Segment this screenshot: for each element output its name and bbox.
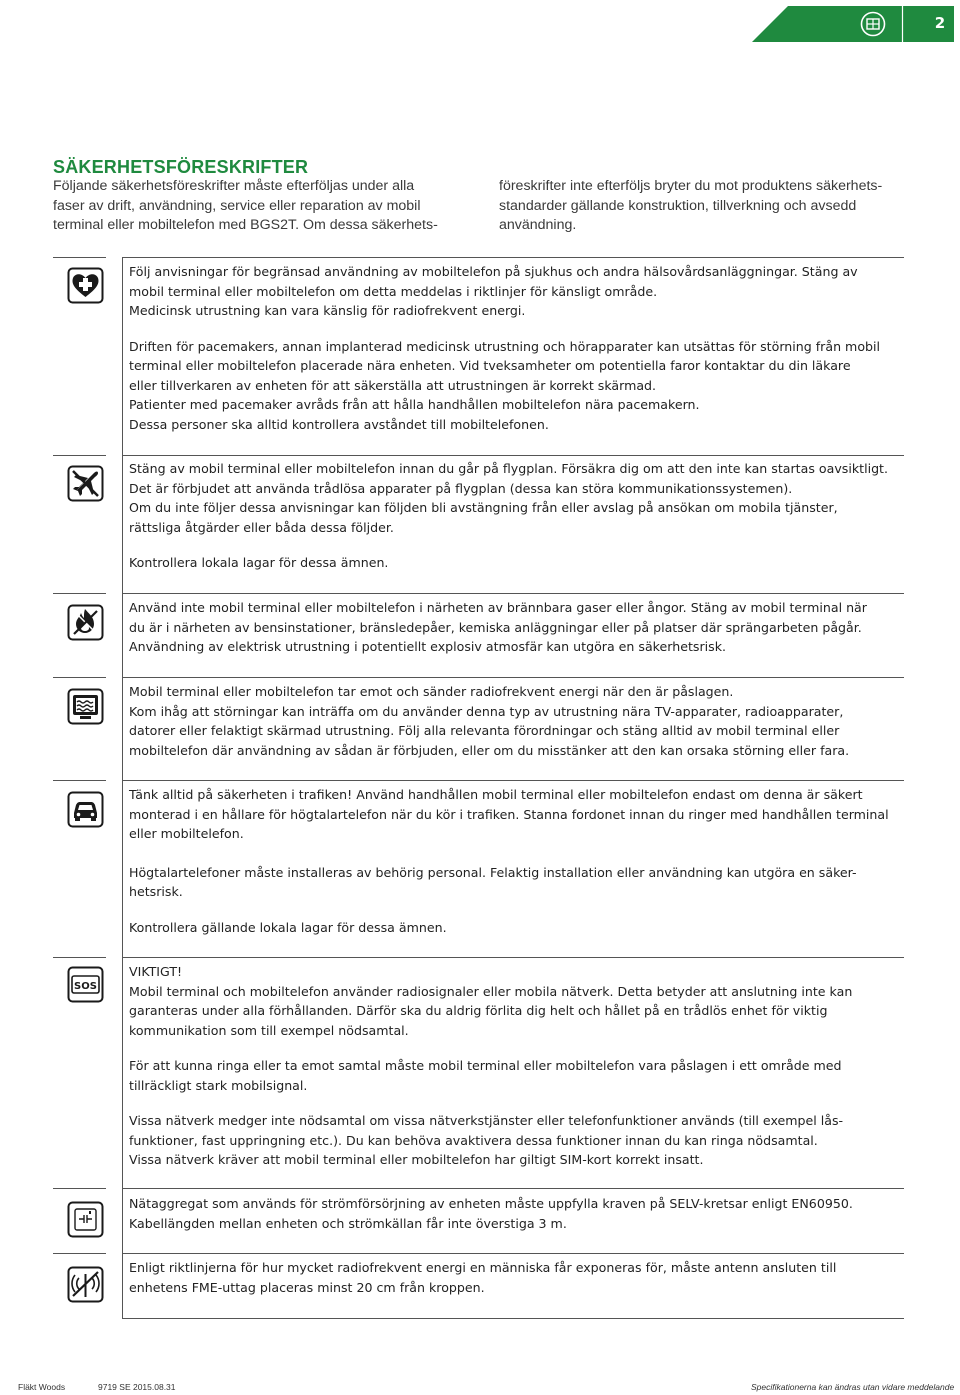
text-line: hetsrisk. — [129, 884, 183, 899]
text-line: Stäng av mobil terminal eller mobiltelefon innan du går på flygplan. Försäkra dig om att den inte kan startas oavsiktligt. — [129, 461, 889, 476]
section-hospital-text — [129, 262, 899, 434]
text-line: Driften för pacemakers, annan implanterad medicinsk utrustning och hörapparater kan utsättas för störning från mobil — [129, 338, 881, 354]
paragraph — [129, 1056, 899, 1095]
paragraph — [129, 1194, 899, 1233]
text-line: Det är förbjudet att använda trådlösa apparater på flygplan (dessa kan störa kommunikationssystemen). — [129, 480, 793, 496]
paragraph — [129, 962, 899, 1040]
section-power-text — [129, 1194, 899, 1233]
text-line: Kabellängden mellan enheten och strömkällan får inte överstiga 3 m. — [129, 1215, 567, 1231]
heart-medical-icon — [67, 267, 104, 304]
section-flammable-text — [129, 598, 899, 657]
text-line: Kontrollera gällande lokala lagar för dessa ämnen. — [129, 919, 447, 935]
text-line: datorer eller felaktigt skärmad utrustning. Följ alla relevanta förordningar och stäng alltid av mobil terminal eller — [129, 723, 840, 738]
section-divider — [122, 1318, 904, 1319]
section-divider — [122, 957, 904, 958]
section-divider — [122, 780, 904, 781]
text-line: tillräckligt stark mobilsignal. — [129, 1077, 308, 1093]
text-line: mobiltelefon där användning av sådan är förbjuden, eller om du misstänker att den kan orsaka störning eller fara. — [129, 742, 850, 758]
airplane-prohibited-icon — [67, 465, 104, 502]
section-divider — [53, 593, 106, 594]
section-divider — [122, 677, 904, 678]
text-line: garanteras under alla förhållanden. Därför ska du aldrig förlita dig helt och hållet på en trådlös enhet för viktig — [129, 1003, 828, 1018]
intro-right-column — [499, 177, 909, 236]
paragraph — [129, 459, 899, 537]
paragraph — [129, 262, 899, 321]
section-divider — [53, 957, 106, 958]
section-divider — [122, 593, 904, 594]
power-adapter-icon — [67, 1201, 104, 1238]
text-line: Enligt riktlinjerna för hur mycket radiofrekvent energi en människa får exponeras för, måste antenn ansluten till — [129, 1260, 837, 1275]
text-line: Högtalartelefoner måste installeras av behörig personal. Felaktig installation eller användning kan utgöra en säker- — [129, 864, 857, 880]
text-line: rättsliga åtgärder eller båda dessa följder. — [129, 519, 394, 535]
text-line: Kontrollera lokala lagar för dessa ämnen. — [129, 555, 389, 570]
section-divider — [122, 1188, 904, 1189]
intro-left-column — [53, 177, 443, 236]
paragraph — [129, 1111, 899, 1170]
intro-line: terminal eller mobiltelefon med BGS2T. Om dessa säkerhets- — [53, 217, 438, 233]
section-emergency-text — [129, 962, 899, 1170]
intro-line: faser av drift, användning, service eller reparation av mobil — [53, 197, 421, 214]
header-tab — [752, 6, 954, 42]
text-line: eller mobiltelefon. — [129, 826, 244, 841]
intro-line: föreskrifter inte efterföljs bryter du mot produktens säkerhets- — [499, 178, 883, 194]
section-divider — [53, 1253, 106, 1254]
header-tab-shape — [752, 6, 954, 42]
text-line: Följ anvisningar för begränsad användning av mobiltelefon på sjukhus och andra hälsovårdsanläggningar. Stäng av — [129, 264, 858, 279]
sos-icon-text: SOS — [74, 981, 97, 992]
car-icon — [67, 791, 104, 828]
section-antenna-text — [129, 1258, 899, 1297]
text-line: terminal eller mobiltelefon placerade nära enheten. Vid tveksamheter om potentiella faror kontaktar du din läkare — [129, 358, 851, 373]
paragraph — [129, 863, 899, 902]
intro-line: Följande säkerhetsföreskrifter måste efterföljas under alla — [53, 178, 415, 194]
text-line: enhetens FME-uttag placeras minst 20 cm från kroppen. — [129, 1279, 485, 1295]
footer-doc-ref: 9719 SE 2015.08.31 — [98, 1382, 176, 1392]
paragraph — [129, 1258, 899, 1297]
section-traffic-text — [129, 785, 899, 937]
paragraph — [129, 918, 899, 938]
text-line: Mobil terminal och mobiltelefon använder radiosignaler eller mobila nätverk. Detta betyder att anslutning inte kan — [129, 983, 853, 999]
paragraph — [129, 598, 899, 657]
section-divider — [53, 677, 106, 678]
section-aircraft-text — [129, 459, 899, 573]
text-line: Medicinsk utrustning kan vara känslig för radiofrekvent energi. — [129, 303, 526, 318]
text-line: VIKTIGT! — [129, 964, 183, 979]
section-divider — [53, 455, 106, 456]
paragraph — [129, 337, 899, 435]
page-title: SÄKERHETSFÖRESKRIFTER — [53, 157, 309, 177]
text-line: Dessa personer ska alltid kontrollera avståndet till mobiltelefonen. — [129, 416, 549, 432]
tv-interference-icon — [67, 688, 104, 725]
section-divider — [122, 257, 904, 258]
text-line: Vissa nätverk medger inte nödsamtal om vissa nätverkstjänster eller telefonfunktioner används (till exempel lås- — [129, 1113, 844, 1128]
text-line: du är i närheten av bensinstationer, bränsledepåer, kemiska anläggningar eller på platser där sprängarbeten pågår. — [129, 619, 862, 635]
paragraph — [129, 682, 899, 760]
section-divider — [53, 257, 106, 258]
text-line: Patienter med pacemaker avråds från att hålla handhållen mobiltelefon nära pacemakern. — [129, 397, 700, 412]
text-line: Kom ihåg att störningar kan inträffa om du använder denna typ av utrustning nära TV-apparater, radioapparater, — [129, 703, 844, 719]
text-line: kommunikation som till exempel nödsamtal. — [129, 1022, 409, 1038]
section-rf-text — [129, 682, 899, 760]
text-line: Användning av elektrisk utrustning i potentiellt explosiv atmosfär kan utgöra en säkerhetsrisk. — [129, 639, 726, 654]
text-line: Mobil terminal eller mobiltelefon tar emot och sänder radiofrekvent energi när den är påslagen. — [129, 684, 734, 699]
text-line: mobil terminal eller mobiltelefon om detta meddelas i riktlinjer för känsligt område. — [129, 283, 658, 299]
text-line: monterad i en hållare för högtalartelefon när du kör i trafiken. Stanna fordonet innan du ringer med handhållen terminal — [129, 806, 889, 822]
text-line: Vissa nätverk kräver att mobil terminal eller mobiltelefon har giltigt SIM-kort korrekt insatt. — [129, 1152, 704, 1167]
text-line: Nätaggregat som används för strömförsörjning av enheten måste uppfylla kraven på SELV-kretsar enligt EN60950. — [129, 1196, 853, 1211]
section-divider — [53, 1188, 106, 1189]
paragraph — [129, 553, 899, 573]
section-divider — [122, 455, 904, 456]
text-line: funktioner, fast uppringning etc.). Du kan behöva avaktivera dessa funktioner innan du kan ringa nödsamtal. — [129, 1132, 818, 1148]
section-divider — [53, 780, 106, 781]
text-line: eller tillverkaren av enheten för att säkerställa att utrustningen är korrekt skärmad. — [129, 377, 657, 393]
text-line: Tänk alltid på säkerheten i trafiken! Använd handhållen mobil terminal eller mobiltelefon endast om denna är säkert — [129, 787, 863, 802]
text-line: För att kunna ringa eller ta emot samtal måste mobil terminal eller mobiltelefon vara påslagen i ett område med — [129, 1058, 842, 1073]
intro-line: standarder gällande konstruktion, tillverkning och avsedd — [499, 197, 857, 214]
text-line: Använd inte mobil terminal eller mobiltelefon i närheten av brännbara gaser eller ångor. Stäng av mobil terminal när — [129, 600, 867, 615]
antenna-radiation-icon — [67, 1266, 104, 1303]
text-line: Om du inte följer dessa anvisningar kan följden bli avstängning från eller avslag på ansökan om mobila tjänster, — [129, 500, 838, 515]
column-divider — [122, 257, 123, 1319]
flammable-icon — [67, 604, 104, 641]
sos-icon — [67, 966, 104, 1003]
intro-line: användning. — [499, 217, 577, 233]
page-number: 2 — [934, 14, 946, 32]
footer-disclaimer: Specifikationerna kan ändras utan vidare meddelande — [751, 1382, 955, 1392]
paragraph — [129, 785, 899, 844]
footer-company: Fläkt Woods — [18, 1382, 66, 1392]
section-divider — [122, 1253, 904, 1254]
